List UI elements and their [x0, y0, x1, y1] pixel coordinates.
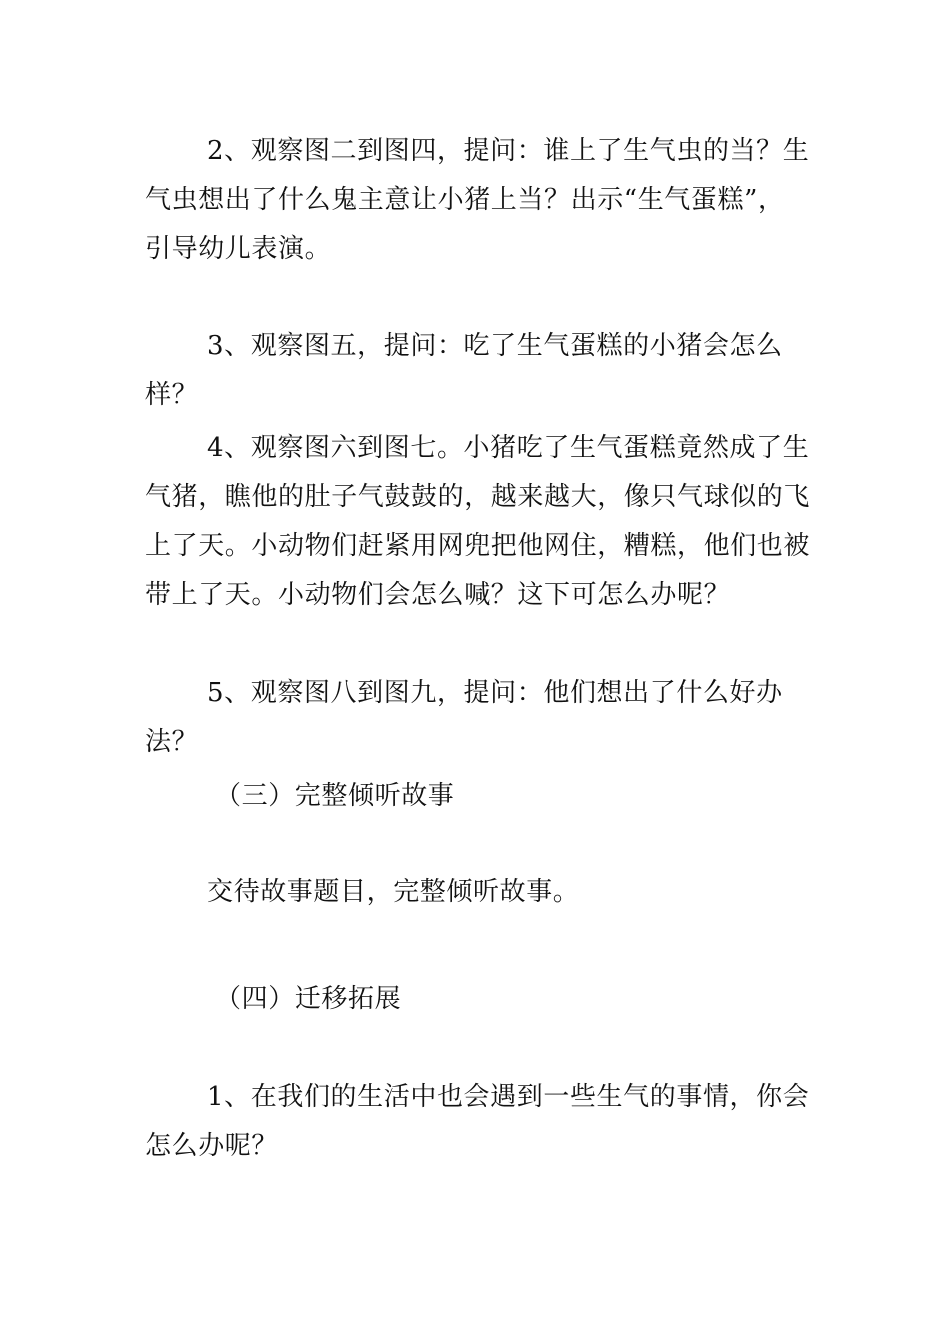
paragraph-step-2: 2、观察图二到图四，提问：谁上了生气虫的当？生气虫想出了什么鬼主意让小猪上当？出示“生气蛋糕”，引导幼儿表演。: [145, 136, 810, 264]
paragraph-step-5: 5、观察图八到图九，提问：他们想出了什么好办法？: [145, 678, 783, 757]
paragraph-story-title: 交待故事题目，完整倾听故事。: [207, 877, 580, 907]
section-heading-extension: （四）迁移拓展: [215, 984, 402, 1014]
paragraph-step-4: 4、观察图六到图七。小猪吃了生气蛋糕竟然成了生气猪，瞧他的肚子气鼓鼓的，越来越大，像只气球似的飞上了天。小动物们赶紧用网兜把他网住，糟糕，他们也被带上了天。小动物们会怎么喊？这下可怎么办呢？: [145, 433, 811, 610]
section-heading-listen-story: （三）完整倾听故事: [215, 781, 455, 811]
paragraph-extension-step-1: 1、在我们的生活中也会遇到一些生气的事情，你会怎么办呢？: [145, 1082, 810, 1161]
paragraph-step-3: 3、观察图五，提问：吃了生气蛋糕的小猪会怎么样？: [145, 331, 783, 410]
